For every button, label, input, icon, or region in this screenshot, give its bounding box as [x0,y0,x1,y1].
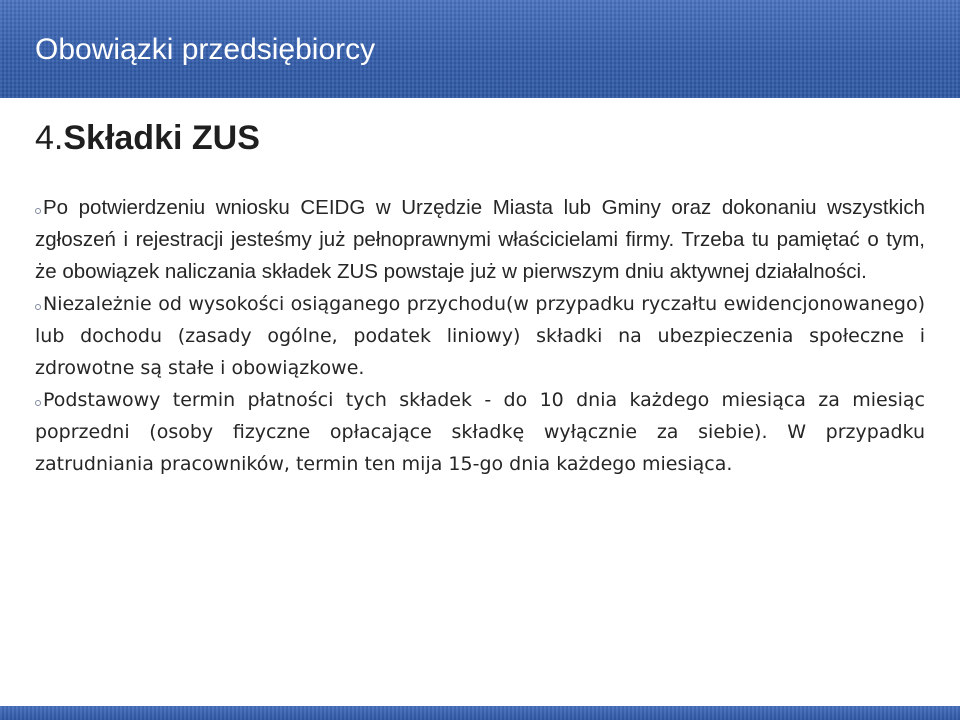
bullet-icon [35,208,41,214]
section-number: 4. [35,119,64,157]
footer-band [0,706,960,720]
slide-content [35,192,925,480]
paragraph-ceidg [35,192,925,288]
paragraph-text: Niezależnie od wysokości osiąganego przychodu(w przypadku ryczałtu ewidencjonowanego) lub dochodu (zasady ogólne, podatek liniowy) składki na ubezpieczenia społeczne i zdrowotne są stałe i obowiązkowe. [35,293,925,379]
paragraph-payment-deadline [35,384,925,480]
paragraph-fixed-contributions [35,288,925,384]
slide-title: Obowiązki przedsiębiorcy [35,33,376,66]
bullet-icon [35,400,41,406]
paragraph-text: Po potwierdzeniu wniosku CEIDG w Urzędzie Miasta lub Gminy oraz dokonaniu wszystkich zgłoszeń i rejestracji jesteśmy już pełnoprawnymi właścicielami firmy. Trzeba tu pamiętać o tym, że obowiązek naliczania składek ZUS powstaje już w pierwszym dniu aktywnej działalności. [35,196,925,283]
section-heading [35,116,260,160]
bullet-icon [35,304,41,310]
paragraph-text: Podstawowy termin płatności tych składek - do 10 dnia każdego miesiąca za miesiąc poprzedni (osoby fizyczne opłacające składkę wyłącznie za siebie). W przypadku zatrudniania pracowników, termin ten mija 15-go dnia każdego miesiąca. [35,389,925,475]
section-heading-text: Składki ZUS [63,119,260,157]
